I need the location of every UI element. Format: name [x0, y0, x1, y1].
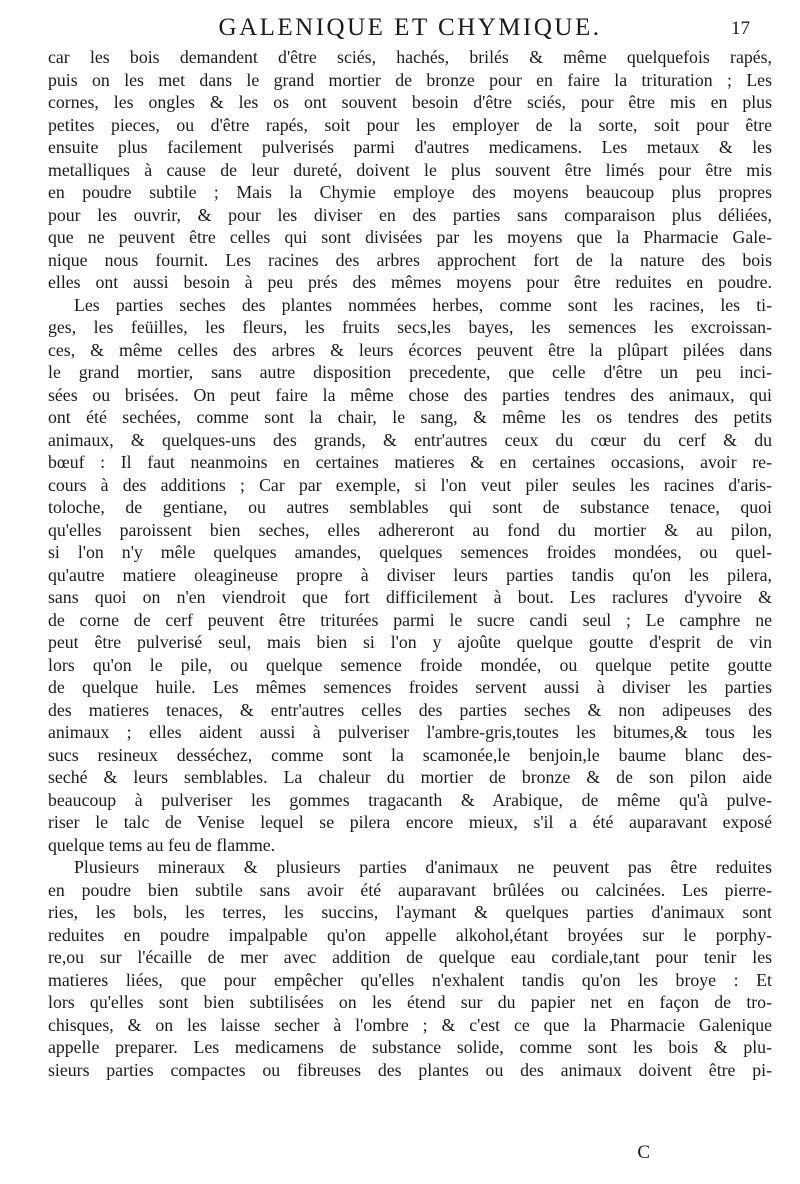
- text-line: de corne de cerf peuvent être triturées parmi le sucre candi seul ; Le camphre ne: [48, 609, 772, 630]
- text-line: elles ont aussi besoin à peu prés des mêmes moyens pour être reduites en poudre.: [48, 272, 772, 292]
- text-line: reduites en poudre impalpable qu'on appelle alkohol,étant broyées sur le porphy-: [48, 924, 772, 945]
- text-line: toloche, de gentiane, ou autres semblables qui sont de substance tenace, quoi: [48, 497, 772, 517]
- text-line: riser le talc de Venise lequel se pilera encore mieux, s'il a été auparavant exposé: [48, 812, 772, 832]
- text-line: bœuf : Il faut neanmoins en certaines matieres & en certaines occasions, avoir re-: [48, 452, 772, 472]
- text-line: sans quoi on n'en viendroit que fort difficilement à bout. Les raclures d'yvoire &: [48, 587, 772, 607]
- running-head: [48, 8, 772, 42]
- text-line: ont été sechées, comme sont la chair, le sang, & même les os tendres des petits: [48, 407, 772, 427]
- text-line: metalliques à cause de leur dureté, doivent le plus souvent être limés pour être mis: [48, 159, 772, 180]
- text-line: appelle preparer. Les medicamens de substance solide, comme sont les bois & plu-: [48, 1037, 772, 1057]
- text-line: des matieres tenaces, & entr'autres celles des parties seches & non adipeuses des: [48, 699, 772, 720]
- text-line: ensuite plus facilement pulverisés parmi d'autres medicamens. Les metaux & les: [48, 137, 772, 157]
- text-line: cours à des additions ; Car par exemple, si l'on veut piler seules les racines d'aris-: [48, 474, 772, 495]
- text-line: le grand mortier, sans autre disposition precedente, que celle d'être un peu inci-: [48, 362, 772, 382]
- text-line: de quelque huile. Les mêmes semences froides servent aussi à diviser les parties: [48, 677, 772, 697]
- text-line: quelque tems au feu de flamme.: [48, 834, 276, 855]
- text-line: sieurs parties compactes ou fibreuses des plantes ou des animaux doivent être pi-: [48, 1059, 772, 1080]
- text-line: chisques, & on les laisse secher à l'ombre ; & c'est ce que la Pharmacie Galenique: [48, 1014, 772, 1035]
- text-line: beaucoup à pulveriser les gommes tragacanth & Arabique, de même qu'à pulve-: [48, 789, 772, 810]
- text-line: sées ou brisées. On peut faire la même chose des parties tendres des animaux, qui: [48, 384, 772, 405]
- text-line: si l'on n'y mêle quelques amandes, quelques semences froides mondées, ou quel-: [48, 542, 772, 562]
- text-line: qu'autre matiere oleagineuse propre à diviser leurs parties tandis qu'on les pilera,: [48, 564, 772, 585]
- running-title: GALENIQUE ET CHYMIQUE.: [218, 14, 602, 41]
- text-line: que ne peuvent être celles qui sont divisées par les moyens que la Pharmacie Gale-: [48, 227, 772, 247]
- text-line: ries, les bols, les terres, les succins, l'aymant & quelques parties d'animaux sont: [48, 902, 772, 922]
- text-line: seché & leurs semblables. La chaleur du mortier de bronze & de son pilon aide: [48, 767, 772, 787]
- text-line: ges, les feüilles, les fleurs, les fruits secs,les bayes, les semences les excroissan-: [48, 317, 772, 337]
- text-line: Plusieurs mineraux & plusieurs parties d'animaux ne peuvent pas être reduites: [74, 857, 772, 877]
- text-line: sucs resineux desséchez, comme sont la scamonée,le benjoin,le baume blanc des-: [48, 744, 772, 765]
- text-line: cornes, les ongles & les os ont souvent besoin d'être sciés, pour être mis en plus: [48, 92, 772, 112]
- text-line: lors qu'on le pile, ou quelque semence froide mondée, ou quelque petite goutte: [48, 654, 772, 675]
- text-line: pour les ouvrir, & pour les diviser en des parties sans comparaison plus déliées,: [48, 204, 772, 225]
- text-line: ces, & même celles des arbres & leurs écorces peuvent être la plûpart pilées dans: [48, 339, 772, 360]
- text-line: en poudre bien subtile sans avoir été auparavant brûlées ou calcinées. Les pierre-: [48, 879, 772, 900]
- text-line: Les parties seches des plantes nommées herbes, comme sont les racines, les ti-: [74, 294, 772, 315]
- text-line: peut être pulverisé seul, mais bien si l'on y ajoûte quelque goutte d'esprit de vin: [48, 632, 772, 652]
- text-line: lors qu'elles sont bien subtilisées on les étend sur du papier net en façon de tro-: [48, 992, 772, 1012]
- text-line: nique nous fournit. Les racines des arbres approchent fort de la nature des bois: [48, 249, 772, 270]
- text-line: car les bois demandent d'être sciés, hachés, brilés & même quelquefois rapés,: [48, 47, 772, 67]
- body-text: [48, 46, 772, 1081]
- text-line: matieres liées, que pour empêcher qu'elles n'exhalent tandis qu'on les broye : Et: [48, 969, 772, 990]
- page-number: 17: [731, 18, 750, 39]
- text-line: animaux ; elles aident aussi à pulveriser l'ambre-gris,toutes les bitumes,& tous les: [48, 722, 772, 742]
- text-line: re,ou sur l'écaille de mer avec addition de quelque eau cordiale,tant pour tenir les: [48, 947, 772, 967]
- text-line: en poudre subtile ; Mais la Chymie employe des moyens beaucoup plus propres: [48, 182, 772, 202]
- signature-mark: C: [637, 1142, 650, 1163]
- text-line: qu'elles paroissent bien seches, elles adhereront au fond du mortier & au pilon,: [48, 519, 772, 540]
- text-line: puis on les met dans le grand mortier de bronze pour en faire la trituration ; Les: [48, 69, 772, 90]
- text-line: animaux, & quelques-uns des grands, & entr'autres ceux du cœur du cerf & du: [48, 429, 772, 450]
- text-line: petites pieces, ou d'être rapés, soit pour les employer de la sorte, soit pour être: [48, 114, 772, 135]
